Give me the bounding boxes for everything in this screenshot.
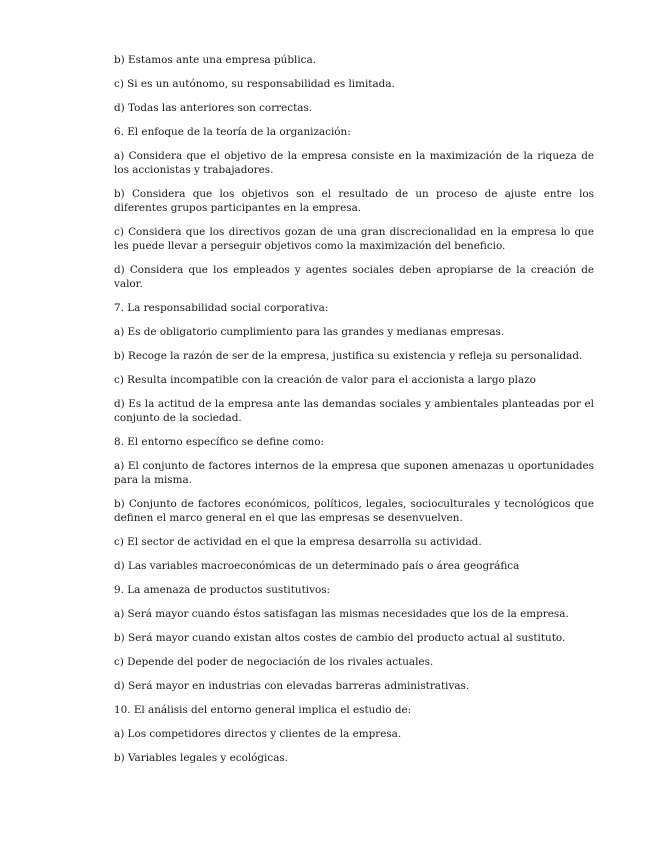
option-7a: a) Es de obligatorio cumplimiento para las grandes y medianas empresas. <box>114 326 505 338</box>
option-6a: a) Considera que el objetivo de la empresa consiste en la maximización de la riqueza de los accionistas y trabajadores. <box>114 150 594 176</box>
option-8a: a) El conjunto de factores internos de la empresa que suponen amenazas u oportunidades para la misma. <box>114 460 594 486</box>
option-8d: d) Las variables macroeconómicas de un determinado país o área geográfica <box>114 560 520 572</box>
question-8: 8. El entorno específico se define como: <box>114 436 324 448</box>
option-6c: c) Considera que los directivos gozan de una gran discrecionalidad en la empresa lo que les puede llevar a perseguir objetivos como la maximización del beneficio. <box>114 226 594 252</box>
option-6b: b) Considera que los objetivos son el resultado de un proceso de ajuste entre los diferentes grupos participantes en la empresa. <box>114 188 594 214</box>
option-8b: b) Conjunto de factores económicos, políticos, legales, socioculturales y tecnológicos que definen el marco general en el que las empresas se desenvuelven. <box>114 498 594 524</box>
option-10a: a) Los competidores directos y clientes de la empresa. <box>114 728 402 740</box>
option-6d: d) Considera que los empleados y agentes sociales deben apropiarse de la creación de valor. <box>114 264 594 290</box>
option-7d: d) Es la actitud de la empresa ante las demandas sociales y ambientales planteadas por el conjunto de la sociedad. <box>114 398 594 424</box>
option-8c: c) El sector de actividad en el que la empresa desarrolla su actividad. <box>114 536 482 548</box>
question-9: 9. La amenaza de productos sustitutivos: <box>114 584 331 596</box>
option-5d: d) Todas las anteriores son correctas. <box>114 102 313 114</box>
option-9c: c) Depende del poder de negociación de los rivales actuales. <box>114 656 434 668</box>
option-10b: b) Variables legales y ecológicas. <box>114 752 289 764</box>
question-7: 7. La responsabilidad social corporativa: <box>114 302 329 314</box>
option-9b: b) Será mayor cuando existan altos costes de cambio del producto actual al sustituto. <box>114 632 566 644</box>
option-7c: c) Resulta incompatible con la creación de valor para el accionista a largo plazo <box>114 374 536 386</box>
option-5b: b) Estamos ante una empresa pública. <box>114 54 316 66</box>
option-9d: d) Será mayor en industrias con elevadas barreras administrativas. <box>114 680 470 692</box>
option-7b: b) Recoge la razón de ser de la empresa, justifica su existencia y refleja su personalidad. <box>114 350 583 362</box>
option-5c: c) Si es un autónomo, su responsabilidad es limitada. <box>114 78 395 90</box>
question-6: 6. El enfoque de la teoría de la organización: <box>114 126 351 138</box>
document-page <box>114 53 594 775</box>
question-10: 10. El análisis del entorno general implica el estudio de: <box>114 704 412 716</box>
option-9a: a) Será mayor cuando éstos satisfagan las mismas necesidades que los de la empresa. <box>114 608 569 620</box>
